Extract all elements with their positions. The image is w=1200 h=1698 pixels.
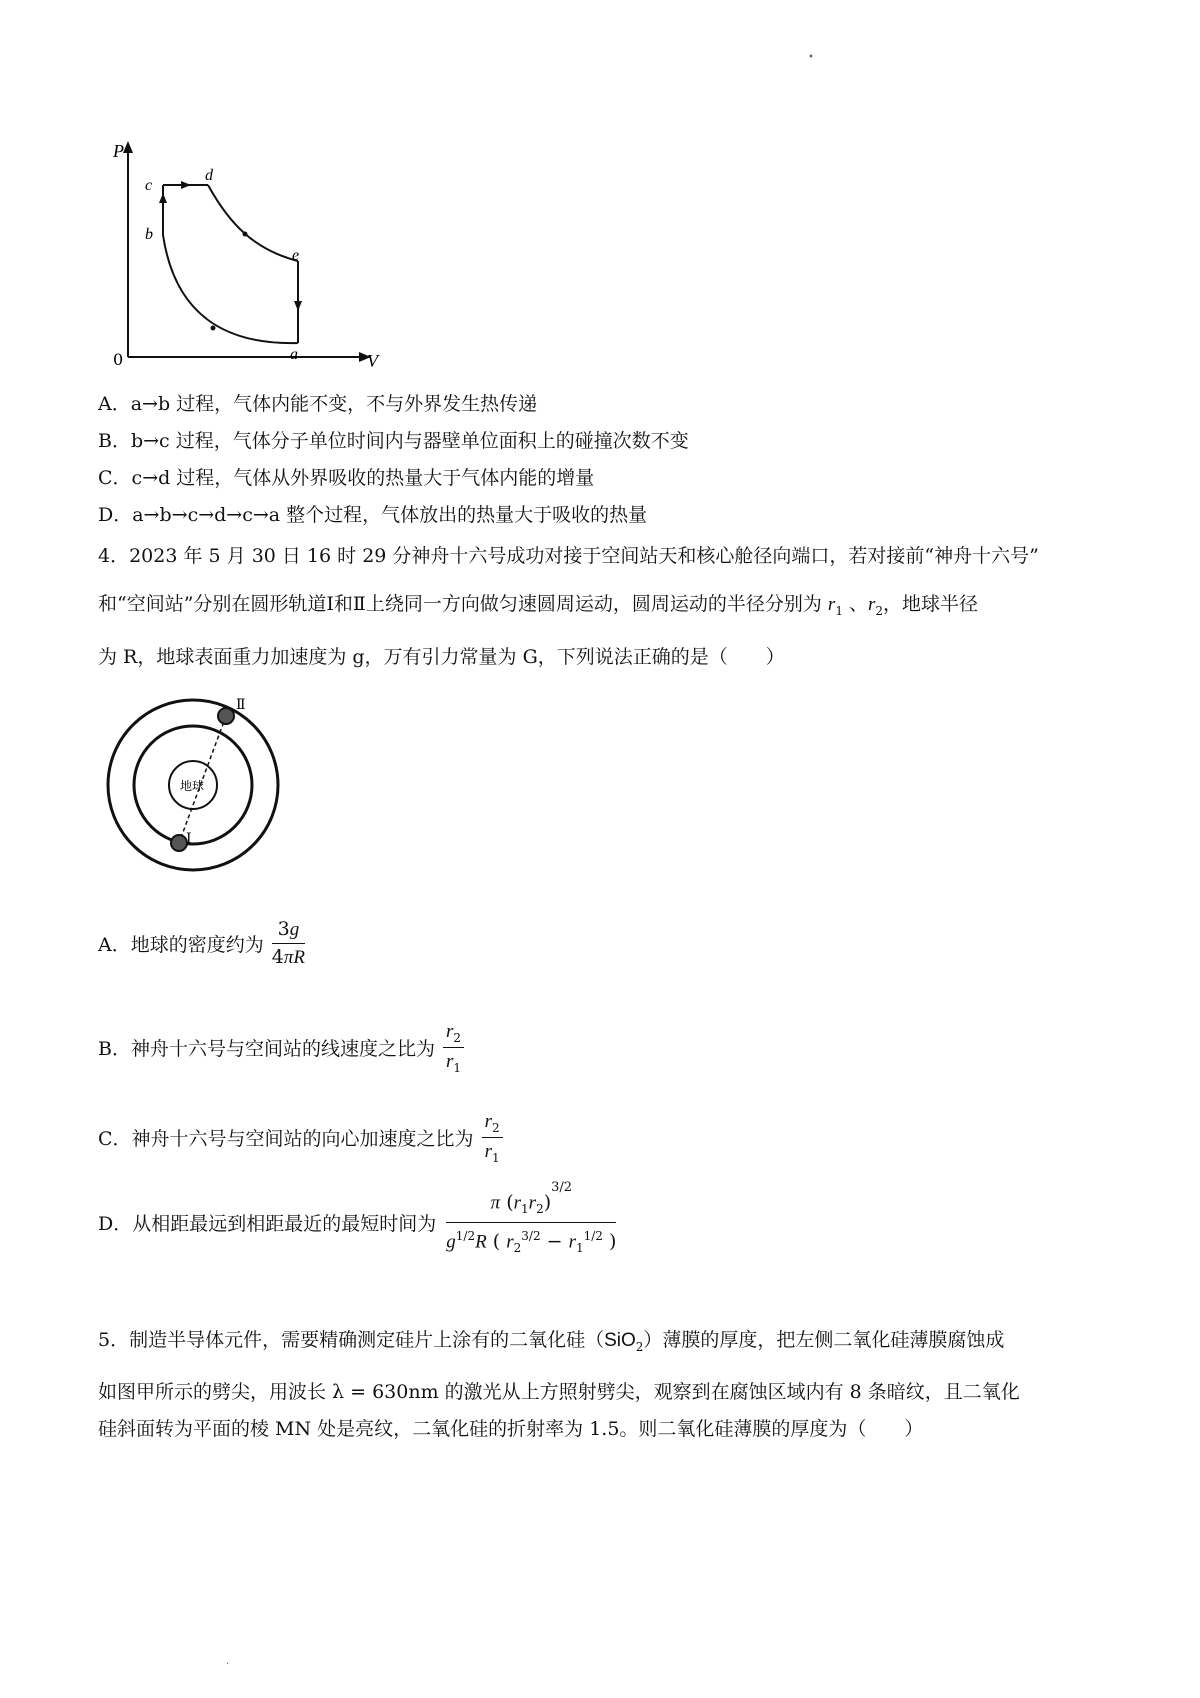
q3-option-c-label: C． <box>98 467 132 489</box>
process-ab <box>163 235 298 343</box>
arrow-cd <box>181 181 191 189</box>
q3-option-c-text: c→d 过程，气体从外界吸收的热量大于气体内能的增量 <box>131 467 595 489</box>
q4-option-a <box>98 918 305 969</box>
origin-label: 0 <box>113 350 124 369</box>
acceleration-ratio-formula: $\frac{r_2}{r_1}$ <box>482 1110 503 1165</box>
shenzhou-spacecraft <box>171 835 187 851</box>
arrow-ea <box>294 301 302 311</box>
point-d-label: d <box>205 167 213 184</box>
q4-option-c <box>98 1110 503 1165</box>
earth-label: 地球 <box>180 779 205 793</box>
q3-option-d-text: a→b→c→d→c→a 整个过程，气体放出的热量大于吸收的热量 <box>132 504 648 526</box>
q4-option-d <box>98 1180 617 1256</box>
q5-line-2: 如图甲所示的劈尖，用波长 λ = 630nm 的激光从上方照射劈尖，观察到在腐蚀区域内有 8 条暗纹，且二氧化 <box>98 1381 1020 1403</box>
q5-line-1-post: ）薄膜的厚度，把左侧二氧化硅薄膜腐蚀成 <box>643 1329 1005 1351</box>
arrow-dot-ab <box>211 326 216 331</box>
point-e-label: e <box>292 247 300 264</box>
p-axis-arrow <box>123 141 133 153</box>
space-station <box>218 708 234 724</box>
q3-option-d <box>98 503 647 527</box>
q4-option-c-text: C．神舟十六号与空间站的向心加速度之比为 <box>98 1127 474 1150</box>
process-curve-de <box>208 185 298 261</box>
point-c-label: c <box>145 177 153 194</box>
page-dot-bottom: . <box>226 1656 230 1667</box>
orbit-1-label: Ⅰ <box>186 831 192 847</box>
arrow-dot-de <box>243 232 248 237</box>
p-axis-label: P <box>113 141 124 161</box>
q4-line-2-pre: 和“空间站”分别在圆形轨道Ⅰ和Ⅱ上绕同一方向做匀速圆周运动，圆周运动的半径分别为 <box>98 593 822 615</box>
point-b-label: b <box>145 226 153 243</box>
q5-line-1: 5．制造半导体元件，需要精确测定硅片上涂有的二氧化硅（SiO$_2$）薄膜的厚度，把左侧二氧化硅薄膜腐蚀成 <box>98 1329 1005 1354</box>
q3-option-b-label: B． <box>98 430 131 452</box>
q5-line-3: 硅斜面转为平面的棱 MN 处是亮纹，二氧化硅的折射率为 1.5。则二氧化硅薄膜的厚度为（ ） <box>98 1418 924 1440</box>
q4-option-d-text: D．从相距最远到相距最近的最短时间为 <box>98 1213 437 1236</box>
q4-line-1: 4．2023 年 5 月 30 日 16 时 29 分神舟十六号成功对接于空间站天和核心舱径向端口，若对接前“神舟十六号” <box>98 545 1039 567</box>
q3-option-b <box>98 429 689 453</box>
q4-option-a-text: A．地球的密度约为 <box>98 934 264 956</box>
orbit-diagram <box>96 683 291 888</box>
pv-diagram <box>105 135 390 370</box>
q3-option-a-label: A． <box>98 393 131 415</box>
q3-option-a-text: a→b 过程，气体内能不变，不与外界发生热传递 <box>130 393 538 415</box>
orbit-2-label: Ⅱ <box>236 697 246 713</box>
process-curve-ba <box>163 235 298 343</box>
q4-line-2-post: ，地球半径 <box>883 593 979 615</box>
q4-line-2: 和“空间站”分别在圆形轨道Ⅰ和Ⅱ上绕同一方向做匀速圆周运动，圆周运动的半径分别为 $r_1$ 、$r_2$，地球半径 <box>98 593 979 618</box>
velocity-ratio-formula: $\frac{r_2}{r_1}$ <box>443 1020 464 1075</box>
q3-option-c <box>98 466 594 490</box>
q4-line-3: 为 R，地球表面重力加速度为 g，万有引力常量为 G，下列说法正确的是（ ） <box>98 646 785 668</box>
q4-option-b-text: B．神舟十六号与空间站的线速度之比为 <box>98 1037 435 1060</box>
q3-option-d-label: D． <box>98 504 133 526</box>
shortest-time-formula: $\frac{\pi (r_1r_2)^{3/2}}{g^{1/2}R ( r_2^{3/2} - r_1^{1/2} )}$ <box>446 1180 617 1256</box>
v-axis-label: V <box>367 351 378 370</box>
q5-formula: SiO <box>604 1330 636 1351</box>
density-formula: $\frac{3g}{4\pi R}$ <box>271 918 306 968</box>
q3-option-a <box>98 392 537 416</box>
q5-line-1-pre: 5．制造半导体元件，需要精确测定硅片上涂有的二氧化硅（ <box>98 1329 605 1351</box>
arrow-bc <box>159 193 167 203</box>
q4-option-b <box>98 1020 464 1075</box>
point-a-label: a <box>290 346 298 363</box>
q3-option-b-text: b→c 过程，气体分子单位时间内与器壁单位面积上的碰撞次数不变 <box>130 430 689 452</box>
page-dot-top: • <box>808 52 814 63</box>
